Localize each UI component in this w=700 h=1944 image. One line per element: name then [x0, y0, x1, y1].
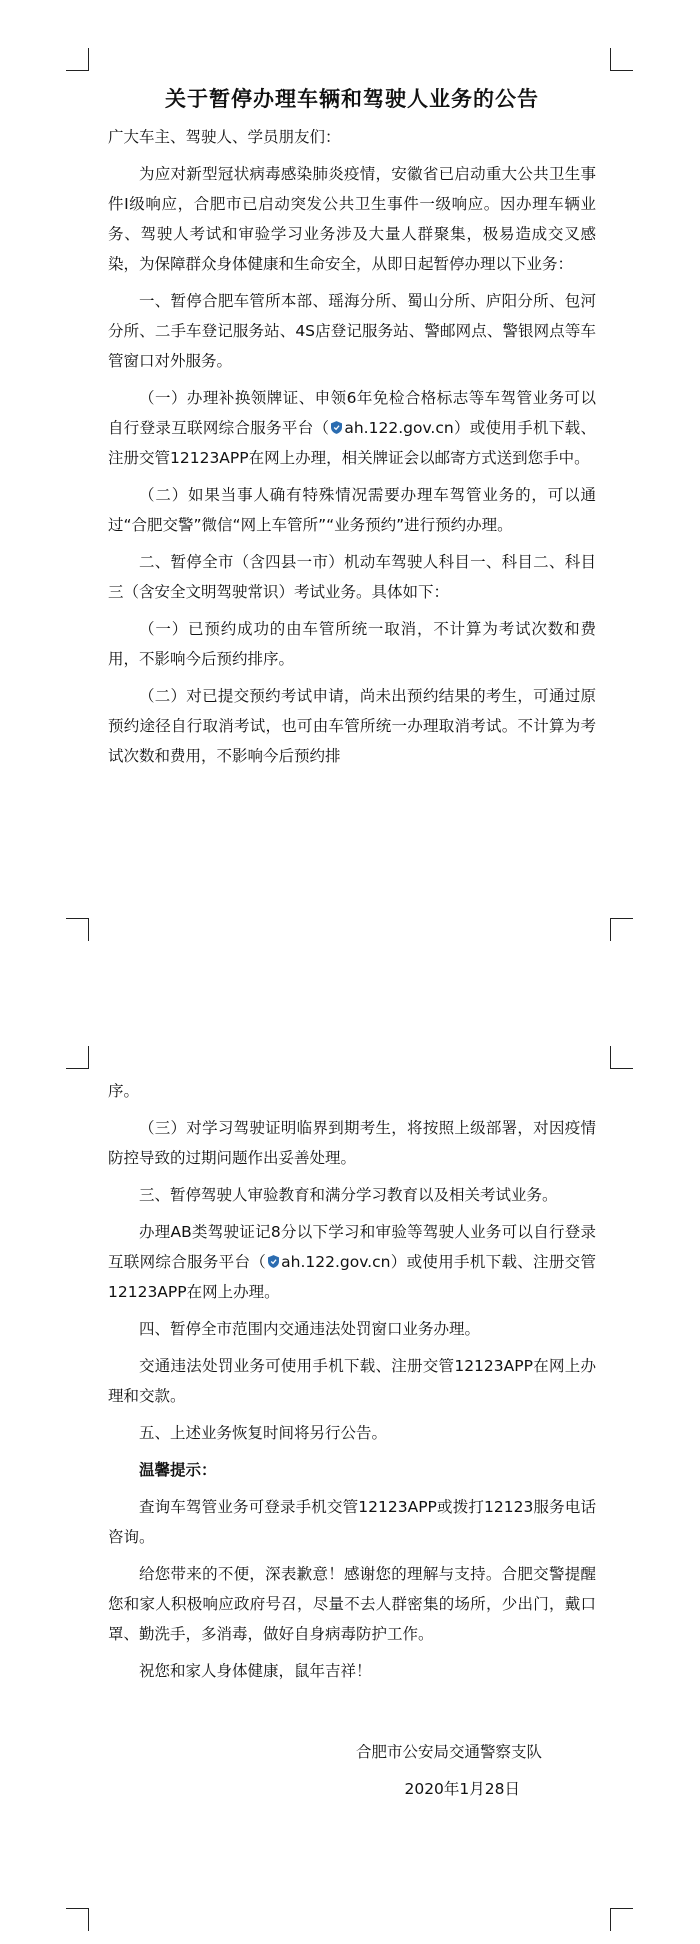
- item-2-2-continued: 序。: [108, 1082, 140, 1100]
- item-3-detail-text-after: ah.122.gov.cn）或使用手机下载、注册交管12123APP在网上办理。: [108, 1253, 596, 1301]
- item-3-detail: [108, 1217, 596, 1307]
- tip-heading: 温馨提示：: [139, 1461, 217, 1479]
- tip-3: 祝您和家人身体健康，鼠年吉祥！: [139, 1662, 372, 1680]
- page2-corner-bottom-right: [610, 1908, 633, 1931]
- item-5: 五、上述业务恢复时间将另行公告。: [139, 1424, 388, 1442]
- item-2-3: （三）对学习驾驶证明临界到期考生，将按照上级部署，对因疫情防控导致的过期问题作出妥善处理。: [108, 1119, 596, 1167]
- shield-icon: [268, 1255, 279, 1268]
- page2-corner-bottom-left: [66, 1908, 89, 1931]
- item-2-1: （一）已预约成功的由车管所统一取消，不计算为考试次数和费用，不影响今后预约排序。: [108, 620, 596, 668]
- page1-corner-bottom-left: [66, 918, 89, 941]
- tip-2: 给您带来的不便，深表歉意！感谢您的理解与支持。合肥交警提醒您和家人积极响应政府号召，尽量不去人群密集的场所，少出门，戴口罩、勤洗手，多消毒，做好自身病毒防护工作。: [108, 1565, 596, 1643]
- item-4: 四、暂停全市范围内交通违法处罚窗口业务办理。: [139, 1320, 481, 1338]
- item-3-detail-text-before: 办理AB类驾驶证记8分以下学习和审验等驾驶人业务可以自行登录互联网综合服务平台（: [108, 1223, 596, 1271]
- page2-corner-top-left: [66, 1046, 89, 1069]
- spacer: [108, 1693, 596, 1737]
- item-2: 二、暂停全市（含四县一市）机动车驾驶人科目一、科目二、科目三（含安全文明驾驶常识）考试业务。具体如下：: [108, 553, 596, 601]
- notice-title: 关于暂停办理车辆和驾驶人业务的公告: [165, 87, 539, 111]
- item-4-detail: 交通违法处罚业务可使用手机下载、注册交管12123APP在网上办理和交款。: [108, 1357, 596, 1405]
- item-2-2: （二）对已提交预约考试申请，尚未出预约结果的考生，可通过原预约途径自行取消考试，也可由车管所统一办理取消考试。不计算为考试次数和费用，不影响今后预约排: [108, 687, 596, 765]
- page1-corner-bottom-right: [610, 918, 633, 941]
- page1-corner-top-left: [66, 48, 89, 71]
- intro-paragraph: 为应对新型冠状病毒感染肺炎疫情，安徽省已启动重大公共卫生事件Ⅰ级响应，合肥市已启动突发公共卫生事件一级响应。因办理车辆业务、驾驶人考试和审验学习业务涉及大量人群聚集，极易造成交叉感染，为保障群众身体健康和生命安全，从即日起暂停办理以下业务：: [108, 165, 596, 273]
- issue-date: 2020年1月28日: [404, 1780, 520, 1798]
- greeting: 广大车主、驾驶人、学员朋友们：: [108, 128, 341, 146]
- item-1-1-text-after: ah.122.gov.cn）或使用手机下载、注册交管12123APP在网上办理，相关牌证会以邮寄方式送到您手中。: [108, 419, 596, 467]
- item-1-1-text-before: （一）办理补换领牌证、申领6年免检合格标志等车驾管业务可以自行登录互联网综合服务平台（: [108, 389, 596, 437]
- signature: 合肥市公安局交通警察支队: [355, 1743, 542, 1761]
- shield-icon: [331, 421, 342, 434]
- document-page-2: [108, 1076, 596, 1811]
- tip-1: 查询车驾管业务可登录手机交管12123APP或拨打12123服务电话咨询。: [108, 1498, 596, 1546]
- page2-corner-top-right: [610, 1046, 633, 1069]
- item-1: 一、暂停合肥车管所本部、瑶海分所、蜀山分所、庐阳分所、包河分所、二手车登记服务站、4S店登记服务站、警邮网点、警银网点等车管窗口对外服务。: [108, 292, 596, 370]
- item-3: 三、暂停驾驶人审验教育和满分学习教育以及相关考试业务。: [139, 1186, 558, 1204]
- item-1-2: （二）如果当事人确有特殊情况需要办理车驾管业务的，可以通过“合肥交警”微信“网上车管所”“业务预约”进行预约办理。: [108, 486, 596, 534]
- item-1-1: [108, 383, 596, 473]
- page1-corner-top-right: [610, 48, 633, 71]
- document-page-1: [108, 86, 596, 778]
